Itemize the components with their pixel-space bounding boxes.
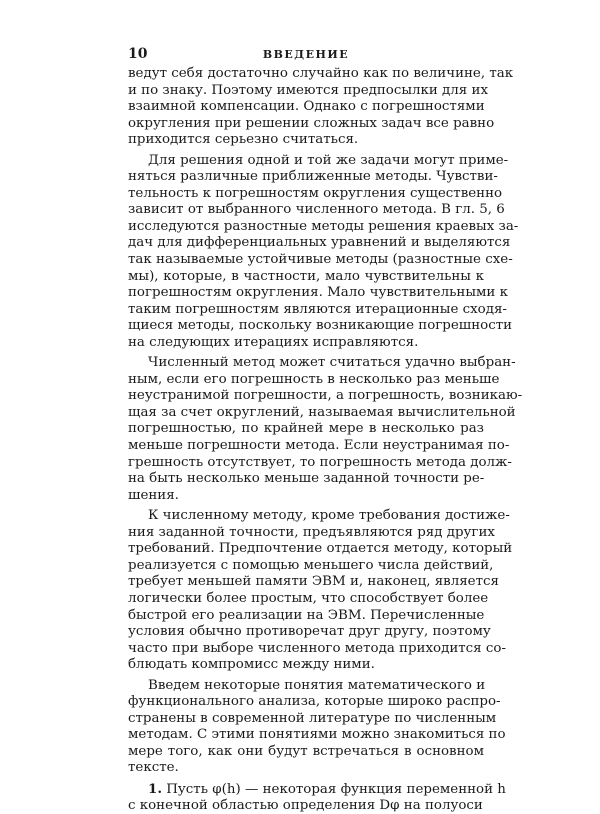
- text-line: тексте.: [128, 760, 179, 776]
- text-line: шения.: [128, 487, 179, 503]
- paragraph: [128, 677, 506, 777]
- text-line: К численному методу, кроме требования достиже-: [148, 508, 510, 524]
- text-line: неустранимой погрешности, а погрешность, возникаю-: [128, 388, 523, 404]
- text-line: щиеся методы, поскольку возникающие погрешности: [128, 318, 513, 334]
- text-line: часто при выборе численного метода приходится со-: [128, 640, 506, 656]
- text-line: так называемые устойчивые методы (разностные схе-: [128, 252, 513, 268]
- text-line: округления при решении сложных задач все равно: [128, 115, 495, 131]
- text-line: тельность к погрешностям округления существенно: [128, 185, 503, 201]
- paragraph: [128, 66, 514, 149]
- text-line: условия обычно противоречат друг другу, поэтому: [128, 624, 491, 640]
- paragraph: [128, 355, 523, 504]
- text-line: с конечной областью определения Dφ на полуоси: [128, 797, 483, 813]
- text-line: ным, если его погрешность в несколько раз меньше: [128, 371, 500, 387]
- text-line: грешность отсутствует, то погрешность метода долж-: [128, 454, 512, 470]
- text-line: логически более простым, что способствует более: [128, 590, 489, 606]
- paragraph: [128, 508, 513, 673]
- text-line: Численный метод может считаться удачно выбран-: [148, 355, 516, 371]
- page-number: 10: [128, 46, 148, 62]
- text-line: няться различные приближенные методы. Чувстви-: [128, 169, 498, 185]
- text-line: быстрой его реализации на ЭВМ. Перечисленные: [128, 607, 485, 623]
- text-line: реализуется с помощью меньшего числа действий,: [128, 557, 494, 573]
- page-header: [128, 46, 484, 62]
- text-line: таким погрешностям являются итерационные сходя-: [128, 301, 507, 317]
- running-head: ВВЕДЕНИЕ: [262, 48, 350, 61]
- text-line: приходится серьезно считаться.: [128, 132, 359, 148]
- paragraph: [128, 780, 506, 814]
- text-line: меньше погрешности метода. Если неустранимая по-: [128, 438, 510, 454]
- text-line: Введем некоторые понятия математического и: [148, 677, 486, 693]
- text-line: зависит от выбранного численного метода. В гл. 5, 6: [128, 202, 505, 218]
- text-line: погрешностью, по крайней мере в несколько раз: [128, 421, 484, 437]
- text-line: щая за счет округлений, называемая вычислительной: [128, 404, 516, 420]
- text-line: мы), которые, в частности, мало чувствительны к: [128, 268, 484, 284]
- text-line: функционального анализа, которые широко распро-: [128, 694, 501, 710]
- text-line: на быть несколько меньше заданной точности ре-: [128, 471, 485, 487]
- text-line: блюдать компромисс между ними.: [128, 657, 375, 673]
- text-line: Для решения одной и той же задачи могут приме-: [148, 152, 509, 168]
- text-line: методам. С этими понятиями можно знакомиться по: [128, 727, 506, 743]
- text-line: ния заданной точности, предъявляются ряд других: [128, 524, 495, 540]
- text-line: ведут себя достаточно случайно как по величине, так: [128, 66, 514, 81]
- text-line: взаимной компенсации. Однако с погрешностями: [128, 99, 485, 115]
- text-line: исследуются разностные методы решения краевых за-: [128, 218, 519, 234]
- text-line-content: Пусть φ(h) — некоторая функция переменной h: [166, 781, 506, 797]
- text-line: дач для дифференциальных уравнений и выделяются: [128, 235, 511, 251]
- text-line: странены в современной литературе по численным: [128, 710, 497, 726]
- item-number: 1.: [148, 780, 162, 797]
- text-line: требований. Предпочтение отдается методу, который: [128, 541, 513, 557]
- text-line: и по знаку. Поэтому имеются предпосылки для их: [128, 82, 488, 98]
- body-text: [128, 66, 523, 814]
- text-line: на следующих итерациях исправляются.: [128, 334, 419, 350]
- text-line: мере того, как они будут встречаться в основном: [128, 743, 484, 759]
- text-line: погрешностям округления. Мало чувствительными к: [128, 285, 508, 301]
- text-line: требует меньшей памяти ЭВМ и, наконец, является: [128, 574, 499, 590]
- paragraph: [128, 152, 519, 352]
- text-line: [128, 780, 506, 798]
